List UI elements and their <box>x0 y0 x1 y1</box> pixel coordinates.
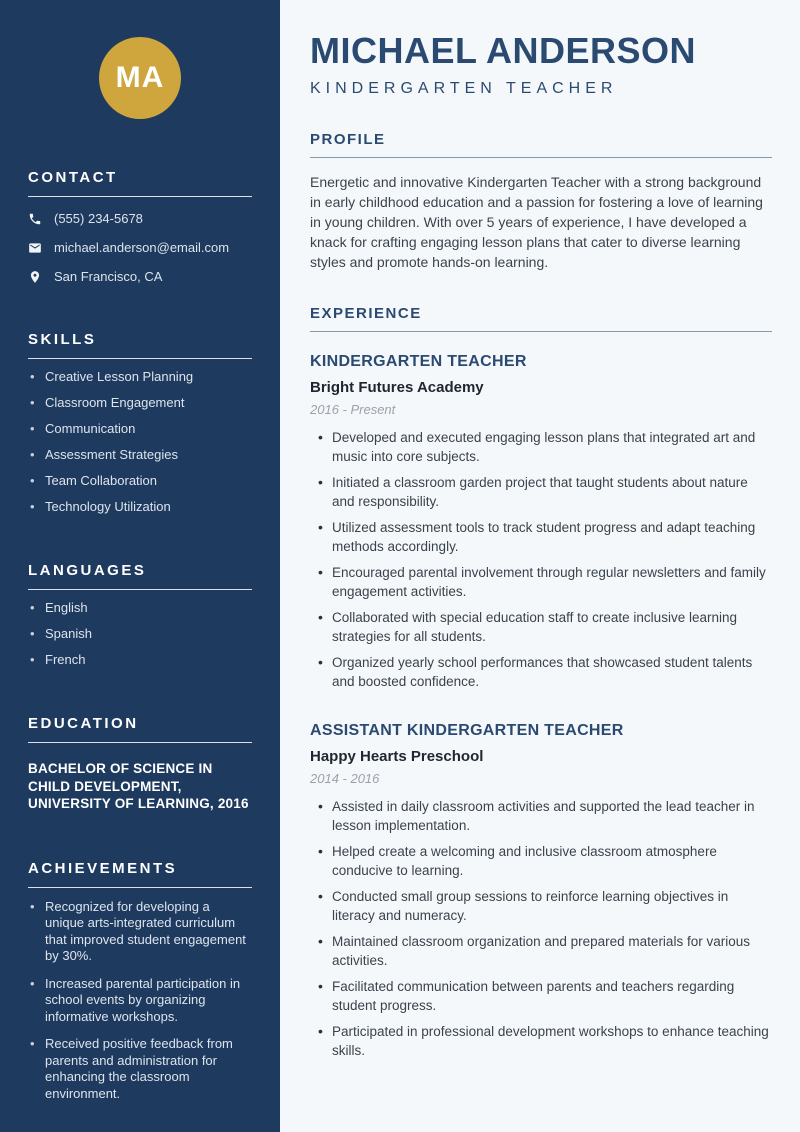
job-bullet: • Collaborated with special education staff to create inclusive learning strategies for all students. <box>310 608 772 646</box>
contact-email-text: michael.anderson@email.com <box>54 240 230 255</box>
job-bullet: • Organized yearly school performances that showcased student talents and boosted confidence. <box>310 653 772 691</box>
sidebar <box>0 0 280 1132</box>
skill-item: • Team Collaboration <box>28 473 252 489</box>
contact-title: CONTACT <box>28 169 252 197</box>
job-bullet: • Maintained classroom organization and prepared materials for various activities. <box>310 932 772 970</box>
job-bullet: • Facilitated communication between parents and teachers regarding student progress. <box>310 977 772 1015</box>
education-title: EDUCATION <box>28 715 252 743</box>
job-bullet: • Participated in professional development workshops to enhance teaching skills. <box>310 1022 772 1060</box>
language-item: • Spanish <box>28 626 252 642</box>
avatar <box>99 37 181 119</box>
achievement-item: • Received positive feedback from parents and administration for enhancing the classroom environment. <box>28 1036 252 1102</box>
job-entry <box>310 722 772 1060</box>
skill-item: • Communication <box>28 421 252 437</box>
contact-email <box>28 240 252 255</box>
job-bullet: • Conducted small group sessions to reinforce learning objectives in literacy and numeracy. <box>310 887 772 925</box>
job-bullet: • Encouraged parental involvement through regular newsletters and family engagement activities. <box>310 563 772 601</box>
experience-section <box>310 305 772 1060</box>
skills-section <box>28 331 252 515</box>
job-entry <box>310 353 772 691</box>
candidate-name: MICHAEL ANDERSON <box>310 30 697 71</box>
job-bullet: • Utilized assessment tools to track student progress and adapt teaching methods accordingly. <box>310 518 772 556</box>
achievements-title: ACHIEVEMENTS <box>28 860 252 888</box>
job-company: Bright Futures Academy <box>310 379 484 397</box>
education-degree: BACHELOR OF SCIENCE IN CHILD DEVELOPMENT, UNIVERSITY OF LEARNING, 2016 <box>28 761 249 811</box>
skills-list <box>28 369 252 515</box>
avatar-initials: MA <box>115 61 165 94</box>
skill-item: • Classroom Engagement <box>28 395 252 411</box>
contact-phone-text: (555) 234-5678 <box>54 211 143 226</box>
experience-title: EXPERIENCE <box>310 305 772 332</box>
job-role: ASSISTANT KINDERGARTEN TEACHER <box>310 722 624 740</box>
candidate-job-title: KINDERGARTEN TEACHER <box>310 80 618 98</box>
job-bullets <box>310 428 772 691</box>
skill-item: • Assessment Strategies <box>28 447 252 463</box>
contact-phone <box>28 211 252 226</box>
skill-item: • Creative Lesson Planning <box>28 369 252 385</box>
contact-location <box>28 269 252 284</box>
profile-title: PROFILE <box>310 131 772 158</box>
job-company: Happy Hearts Preschool <box>310 748 484 766</box>
job-bullet: • Developed and executed engaging lesson plans that integrated art and music into core subjects. <box>310 428 772 466</box>
profile-text: Energetic and innovative Kindergarten Teacher with a strong background in early childhood education and a passion for fostering a love of learning in young children. With over 5 years of experience, I have developed a knack for crafting engaging lesson plans that cater to diverse learning styles and promote hands-on learning. <box>310 174 763 271</box>
main-content <box>280 0 800 1132</box>
job-dates: 2016 - Present <box>310 402 396 418</box>
education-section <box>28 715 252 813</box>
profile-section <box>310 131 772 272</box>
phone-icon <box>28 212 42 226</box>
language-item: • French <box>28 652 252 668</box>
languages-title: LANGUAGES <box>28 562 252 590</box>
achievements-section <box>28 860 252 1103</box>
job-bullets <box>310 797 772 1060</box>
job-dates: 2014 - 2016 <box>310 771 380 787</box>
achievements-list <box>28 899 252 1103</box>
contact-location-text: San Francisco, CA <box>54 269 163 284</box>
email-icon <box>28 241 42 255</box>
job-role: KINDERGARTEN TEACHER <box>310 353 527 371</box>
language-item: • English <box>28 600 252 616</box>
achievement-item: • Increased parental participation in school events by organizing informative workshops. <box>28 976 252 1026</box>
achievement-item: • Recognized for developing a unique arts-integrated curriculum that improved student engagement by 30%. <box>28 899 252 965</box>
contact-section <box>28 169 252 284</box>
languages-list <box>28 600 252 668</box>
skill-item: • Technology Utilization <box>28 499 252 515</box>
job-bullet: • Initiated a classroom garden project that taught students about nature and responsibility. <box>310 473 772 511</box>
location-icon <box>28 270 42 284</box>
job-bullet: • Helped create a welcoming and inclusive classroom atmosphere conducive to learning. <box>310 842 772 880</box>
skills-title: SKILLS <box>28 331 252 359</box>
job-bullet: • Assisted in daily classroom activities and supported the lead teacher in lesson implementation. <box>310 797 772 835</box>
languages-section <box>28 562 252 668</box>
